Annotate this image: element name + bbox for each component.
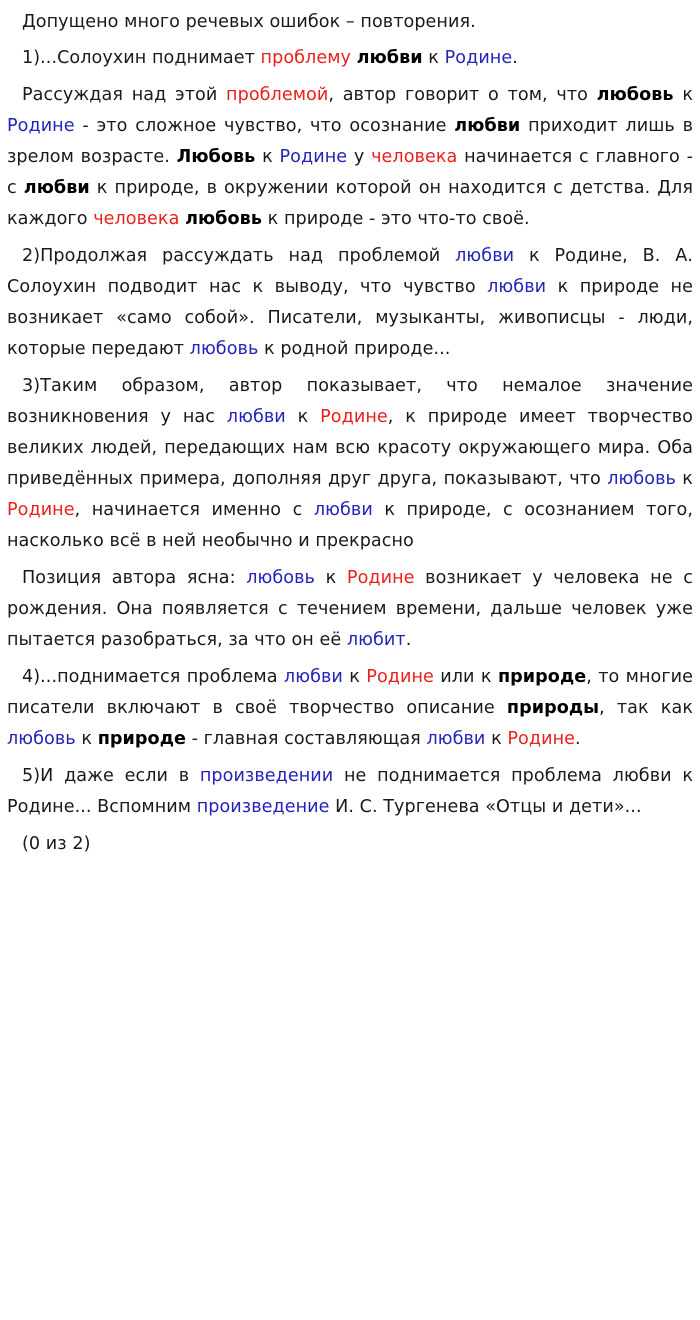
repeated-word-blue: произведение — [196, 797, 330, 817]
repeated-word-blue: любви — [426, 729, 486, 749]
text-run: 3)Таким образом, автор показывает, что немалое значение возникновения у нас — [7, 376, 693, 427]
text-run: , так как — [599, 698, 693, 718]
repeated-word-bold: любовь — [185, 209, 262, 229]
repeated-word-blue: любит — [346, 630, 406, 650]
text-run: к природе, в окружении которой он находится с детства. Для каждого — [7, 178, 693, 229]
repeated-word-blue: Родине — [279, 147, 348, 167]
text-run: к — [255, 147, 280, 167]
paragraph-p2 — [7, 80, 693, 235]
repeated-word-red: человека — [371, 147, 458, 167]
text-run: к природе, с осознанием того, насколько всё в ней необычно и прекрасно — [7, 500, 694, 551]
repeated-word-bold: природе — [497, 667, 587, 687]
repeated-word-blue: любовь — [189, 339, 259, 359]
paragraph-p5 — [7, 563, 693, 656]
text-run: (0 из 2) — [22, 834, 91, 854]
repeated-word-blue: произведении — [199, 766, 334, 786]
text-run: к родной природе... — [258, 339, 451, 359]
repeated-word-blue: Родине — [444, 48, 513, 68]
text-run: начинается с главного - с — [7, 147, 693, 198]
text-run: к — [285, 407, 321, 427]
repeated-word-blue: любовь — [246, 568, 315, 588]
text-run: , автор говорит о том, что — [328, 85, 597, 105]
text-run: к природе не возникает «само собой». Писатели, музыканты, живописцы - люди, которые передают — [7, 277, 693, 359]
paragraph-p4 — [7, 371, 693, 557]
repeated-word-blue: любви — [283, 667, 343, 687]
repeated-word-red: Родине — [7, 500, 75, 520]
repeated-word-bold: любовь — [596, 85, 674, 105]
repeated-word-blue: любовь — [607, 469, 676, 489]
repeated-word-blue: любви — [455, 246, 515, 266]
text-run: к природе - это что-то своё. — [262, 209, 530, 229]
text-run: к — [675, 469, 693, 489]
repeated-word-red: Родине — [507, 729, 575, 749]
paragraph-p6 — [7, 662, 693, 755]
text-run: . — [575, 729, 581, 749]
text-run: - это сложное чувство, что осознание — [74, 116, 455, 136]
repeated-word-red: Родине — [320, 407, 388, 427]
paragraph-score — [7, 829, 693, 860]
repeated-word-blue: любви — [487, 277, 547, 297]
repeated-word-blue: любви — [226, 407, 286, 427]
repeated-word-red: человека — [93, 209, 180, 229]
repeated-word-bold: природе — [97, 729, 186, 749]
paragraph-p7 — [7, 761, 693, 823]
repeated-word-bold: Любовь — [176, 147, 256, 167]
text-run: Позиция автора ясна: — [22, 568, 247, 588]
text-run: 1)...Солоухин поднимает — [22, 48, 261, 68]
text-run: не поднимается проблема любви к Родине... Вспомним — [7, 766, 694, 817]
repeated-word-red: Родине — [366, 667, 434, 687]
repeated-word-blue: Родине — [7, 116, 75, 136]
text-run: приходит лишь в зрелом возрасте. — [7, 116, 693, 167]
text-run: . — [512, 48, 518, 68]
text-run: или к — [433, 667, 498, 687]
text-run: - главная составляющая — [185, 729, 427, 749]
repeated-word-red: проблему — [260, 48, 351, 68]
text-run: . — [405, 630, 412, 650]
repeated-word-blue: любви — [313, 500, 373, 520]
text-run: к — [75, 729, 98, 749]
text-run: И. С. Тургенева «Отцы и дети»... — [329, 797, 642, 817]
repeated-word-blue: любовь — [7, 729, 76, 749]
text-run: Рассуждая над этой — [22, 85, 227, 105]
text-run: , к природе имеет творчество великих людей, передающих нам всю красоту окружающего мира. Оба приведённых примера, дополняя друг друга, показывают, что — [7, 407, 693, 489]
paragraph-list — [7, 7, 693, 860]
repeated-word-bold: любви — [454, 116, 521, 136]
text-run: , то многие писатели включают в своё творчество описание — [7, 667, 694, 718]
text-run: Допущено много речевых ошибок – повторения. — [22, 12, 476, 32]
repeated-word-red: проблемой — [226, 85, 329, 105]
paragraph-p1 — [7, 43, 693, 74]
paragraph-p3 — [7, 241, 693, 365]
text-run: к — [314, 568, 347, 588]
text-run: к — [422, 48, 445, 68]
repeated-word-red: Родине — [346, 568, 415, 588]
text-run: у — [347, 147, 372, 167]
text-run: возникает у человека не с рождения. Она появляется с течением времени, дальше человек уже пытается разобраться, за что он её — [7, 568, 693, 650]
text-run: 2)Продолжая рассуждать над проблемой — [22, 246, 456, 266]
repeated-word-bold: любви — [356, 48, 423, 68]
text-run: 4)...поднимается проблема — [22, 667, 284, 687]
text-run: 5)И даже если в — [22, 766, 200, 786]
text-run: к — [673, 85, 693, 105]
text-run: к Родине, В. А. Солоухин подводит нас к выводу, что чувство — [7, 246, 693, 297]
repeated-word-bold: природы — [506, 698, 600, 718]
paragraph-intro — [7, 7, 693, 38]
text-run: к — [485, 729, 508, 749]
text-run: , начинается именно с — [74, 500, 314, 520]
text-run: к — [342, 667, 367, 687]
repeated-word-bold: любви — [23, 178, 90, 198]
